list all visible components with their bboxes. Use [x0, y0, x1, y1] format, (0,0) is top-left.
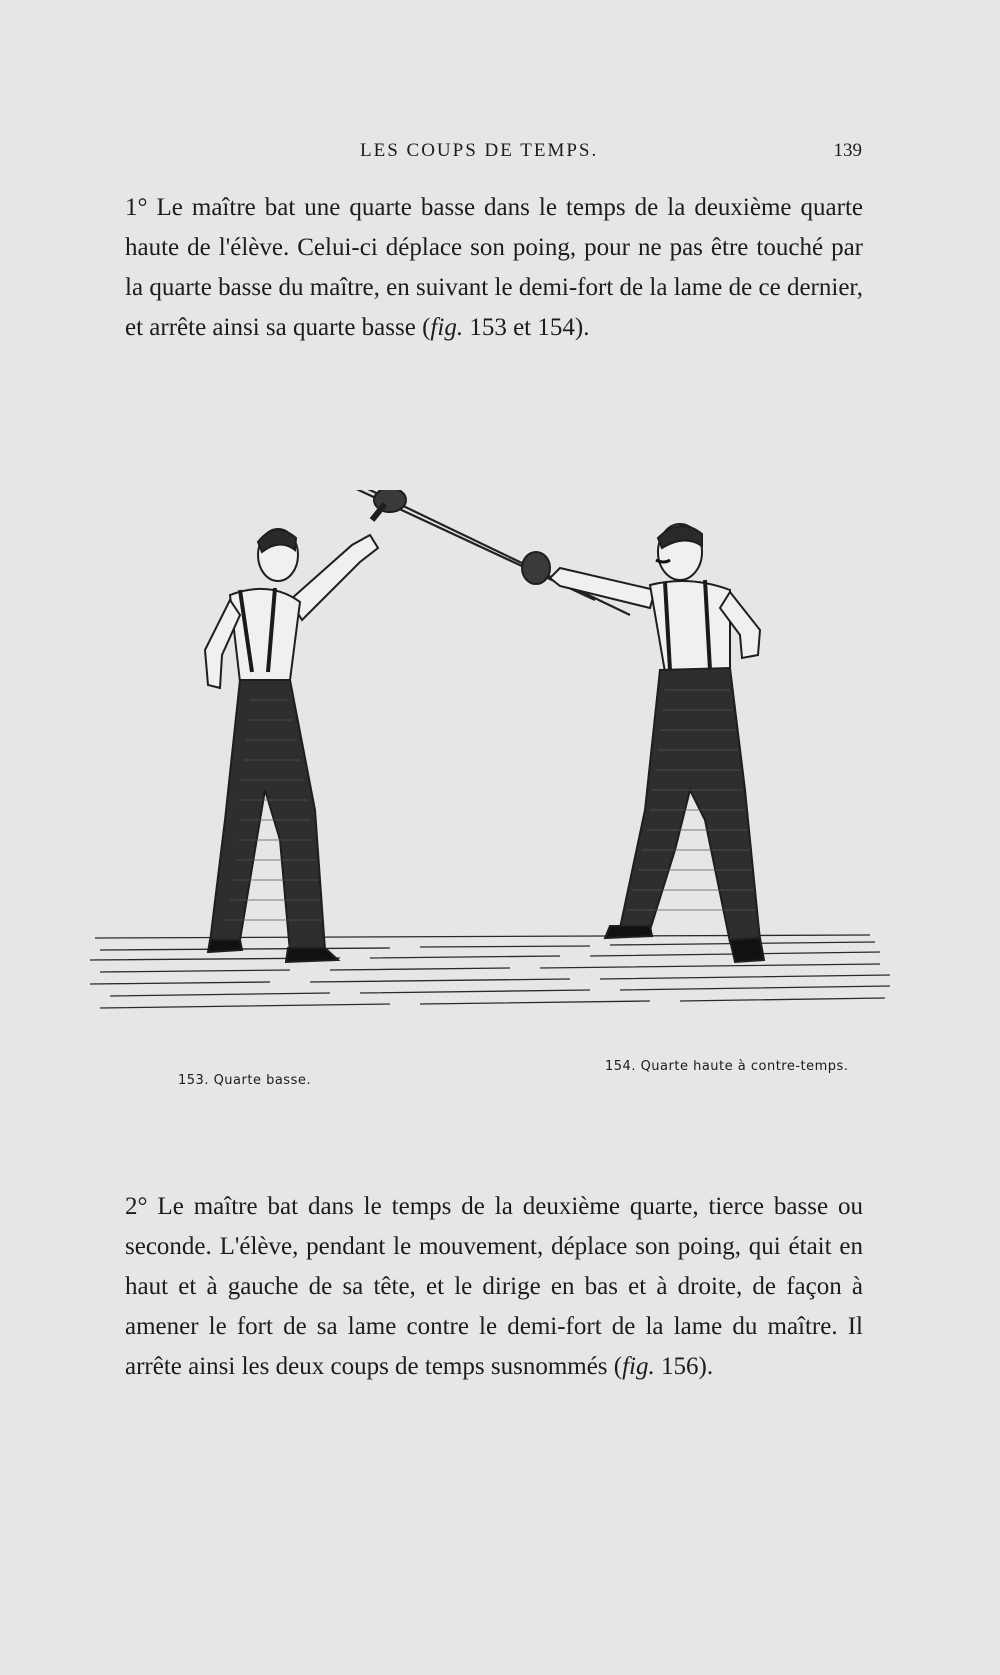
running-title: LES COUPS DE TEMPS. [360, 140, 599, 161]
paragraph-1-text: 1° Le maître bat une quarte basse dans le temps de la deuxième quarte haute de l'élève. Celui-ci déplace son poing, pour ne pas être touché par la quarte basse du maître, en suivant le demi-fort de la lame de ce dernier, et arrête ainsi sa quarte basse ( [125, 194, 863, 341]
fencer-right [522, 524, 764, 962]
paragraph-2-text: 2° Le maître bat dans le temps de la deuxième quarte, tierce basse ou seconde. L'élève, pendant le mouvement, déplace son poing, qui était en haut et à gauche de sa tête, et le dirige en bas et à droite, de façon à amener le fort de sa lame contre le demi-fort de la lame du maître. Il arrête ainsi les deux coups de temps susnommés ( [125, 1193, 863, 1380]
paragraph-2-fig-ref: 156). [654, 1353, 714, 1380]
running-head [0, 140, 1000, 170]
paragraph-1-fig-ref: 153 et 154). [463, 314, 590, 341]
fencing-illustration [90, 490, 900, 1050]
fencer-left [205, 490, 406, 962]
paragraph-2-fig-label: fig. [622, 1353, 655, 1380]
paragraph-2 [125, 1187, 863, 1387]
figure-caption-right: 154. Quarte haute à contre-temps. [605, 1059, 849, 1074]
paragraph-1-fig-label: fig. [430, 314, 464, 341]
page-number: 139 [833, 140, 862, 161]
figure-caption-left: 153. Quarte basse. [178, 1073, 311, 1088]
paragraph-1 [125, 188, 863, 348]
